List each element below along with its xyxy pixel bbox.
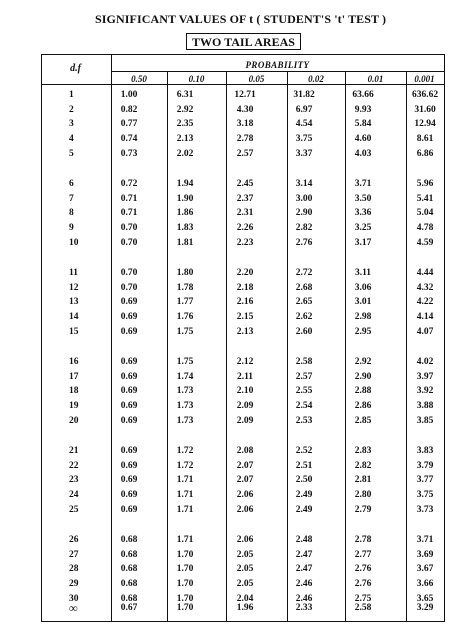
- probability-column-header: 0.05: [248, 74, 265, 84]
- probability-column-header: 0.02: [308, 74, 324, 84]
- t-value-cell: 1.71: [176, 490, 194, 501]
- t-value-cell: 0.69: [120, 357, 138, 367]
- t-value-cell: 0.69: [120, 312, 138, 323]
- df-cell: 29: [69, 579, 79, 590]
- df-cell: 19: [69, 401, 79, 412]
- t-value-cell: 1.71: [176, 475, 194, 486]
- t-value-cell: 1.70: [176, 549, 194, 560]
- t-value-cell: 1.73: [176, 401, 194, 412]
- t-value-cell: 2.11: [236, 371, 254, 382]
- t-value-cell: 2.75: [354, 593, 372, 604]
- t-value-cell: 0.70: [120, 237, 138, 248]
- t-value-cell: 6.86: [416, 148, 434, 159]
- t-value-cell: 1.75: [176, 357, 194, 367]
- t-value-cell: 2.06: [236, 490, 254, 501]
- t-value-cell: 2.90: [354, 371, 372, 382]
- t-value-cell: 2.23: [236, 237, 254, 248]
- t-value-cell: 2.92: [176, 104, 194, 115]
- t-value-cell: 2.57: [295, 371, 313, 382]
- t-value-cell: 8.61: [416, 134, 434, 145]
- t-value-cell: 2.16: [236, 297, 254, 308]
- t-value-cell: 4.32: [416, 282, 434, 293]
- t-value-cell: 5.41: [416, 193, 434, 204]
- t-value-cell: 0.68: [120, 549, 138, 560]
- table-row: [42, 399, 444, 413]
- t-value-cell: 2.58: [354, 603, 372, 613]
- t-value-cell: 3.17: [354, 237, 372, 248]
- df-column-header: d.f: [70, 63, 81, 74]
- t-value-cell: 2.45: [236, 179, 254, 189]
- t-value-cell: 3.92: [416, 386, 434, 397]
- t-value-cell: 3.73: [416, 504, 434, 515]
- t-value-cell: 2.77: [354, 549, 372, 560]
- t-value-cell: 3.29: [416, 603, 434, 613]
- t-distribution-table: [41, 54, 445, 622]
- t-value-cell: 2.53: [295, 415, 313, 426]
- t-value-cell: 4.14: [416, 312, 434, 323]
- table-row: [42, 310, 444, 324]
- table-row: [42, 601, 444, 615]
- t-value-cell: 2.55: [295, 386, 313, 397]
- t-value-cell: 2.85: [354, 415, 372, 426]
- t-value-cell: 1.74: [176, 371, 194, 382]
- t-value-cell: 1.70: [176, 564, 194, 575]
- t-value-cell: 2.82: [354, 460, 372, 471]
- t-value-cell: 3.01: [354, 297, 372, 308]
- t-value-cell: 3.25: [354, 223, 372, 234]
- df-cell: 26: [69, 535, 79, 545]
- t-value-cell: 2.79: [354, 504, 372, 515]
- t-value-cell: 0.67: [120, 603, 138, 613]
- t-value-cell: 2.07: [236, 460, 254, 471]
- table-row: [42, 488, 444, 502]
- t-value-cell: 4.54: [295, 119, 313, 130]
- t-value-cell: 2.52: [295, 446, 313, 456]
- t-value-cell: 1.90: [176, 193, 194, 204]
- table-row: [42, 177, 444, 191]
- df-cell: 6: [69, 179, 74, 189]
- table-subtitle: TWO TAIL AREAS: [186, 33, 301, 50]
- t-value-cell: 0.69: [120, 326, 138, 337]
- t-value-cell: 3.36: [354, 208, 372, 219]
- table-row: [42, 384, 444, 398]
- probability-header: PROBABILITY: [245, 60, 310, 70]
- table-row: [42, 473, 444, 487]
- t-value-cell: 3.71: [416, 535, 434, 545]
- table-row: [42, 88, 444, 102]
- t-value-cell: 2.04: [236, 593, 254, 604]
- t-value-cell: 3.79: [416, 460, 434, 471]
- t-value-cell: 0.70: [120, 268, 138, 278]
- table-row: [42, 117, 444, 131]
- df-cell: 23: [69, 475, 79, 486]
- t-value-cell: 3.67: [416, 564, 434, 575]
- t-value-cell: 1.81: [176, 237, 194, 248]
- t-value-cell: 4.60: [354, 134, 372, 145]
- t-value-cell: 1.86: [176, 208, 194, 219]
- t-value-cell: 3.97: [416, 371, 434, 382]
- table-row: [42, 577, 444, 591]
- t-value-cell: 0.73: [120, 148, 138, 159]
- t-value-cell: 1.70: [176, 593, 194, 604]
- t-value-cell: 1.80: [176, 268, 194, 278]
- probability-column-header: 0.10: [188, 74, 205, 84]
- df-cell: 27: [69, 549, 79, 560]
- t-value-cell: 2.95: [354, 326, 372, 337]
- t-value-cell: 2.88: [354, 386, 372, 397]
- t-value-cell: 4.78: [416, 223, 434, 234]
- t-value-cell: 2.51: [295, 460, 313, 471]
- t-value-cell: 0.69: [120, 371, 138, 382]
- df-cell: 4: [69, 134, 74, 145]
- header-divider: [111, 71, 444, 72]
- table-row: [42, 562, 444, 576]
- header-bottom-rule: [42, 84, 444, 85]
- t-value-cell: 0.71: [120, 208, 138, 219]
- table-row: [42, 444, 444, 458]
- t-value-cell: 9.93: [354, 104, 372, 115]
- df-cell: 17: [69, 371, 79, 382]
- t-value-cell: 1.78: [176, 282, 194, 293]
- t-value-cell: 2.76: [354, 564, 372, 575]
- t-value-cell: 12.71: [234, 90, 256, 100]
- t-value-cell: 6.97: [295, 104, 313, 115]
- t-value-cell: 1.00: [120, 90, 138, 100]
- t-value-cell: 6.31: [176, 90, 194, 100]
- df-cell: 11: [69, 268, 78, 278]
- t-value-cell: 2.06: [236, 535, 254, 545]
- t-value-cell: 4.03: [354, 148, 372, 159]
- t-value-cell: 2.83: [354, 446, 372, 456]
- df-cell: 22: [69, 460, 79, 471]
- t-value-cell: 3.75: [416, 490, 434, 501]
- t-value-cell: 0.71: [120, 193, 138, 204]
- table-row: [42, 459, 444, 473]
- t-value-cell: 0.70: [120, 223, 138, 234]
- t-value-cell: 0.74: [120, 134, 138, 145]
- table-row: [42, 266, 444, 280]
- t-value-cell: 2.60: [295, 326, 313, 337]
- t-value-cell: 2.49: [295, 504, 313, 515]
- t-value-cell: 2.48: [295, 535, 313, 545]
- probability-column-header: 0.01: [367, 74, 384, 84]
- df-cell: 20: [69, 415, 79, 426]
- t-value-cell: 636.62: [411, 90, 439, 100]
- t-value-cell: 2.02: [176, 148, 194, 159]
- t-value-cell: 2.18: [236, 282, 254, 293]
- t-value-cell: 2.31: [236, 208, 254, 219]
- t-value-cell: 3.75: [295, 134, 313, 145]
- t-value-cell: 0.69: [120, 386, 138, 397]
- t-value-cell: 1.76: [176, 312, 194, 323]
- t-value-cell: 0.82: [120, 104, 138, 115]
- t-value-cell: 2.09: [236, 401, 254, 412]
- df-cell: 13: [69, 297, 79, 308]
- df-cell: 1: [69, 90, 74, 100]
- df-cell: 8: [69, 208, 74, 219]
- df-cell: ∞: [69, 601, 78, 615]
- df-cell: 24: [69, 490, 79, 501]
- t-value-cell: 3.85: [416, 415, 434, 426]
- table-row: [42, 221, 444, 235]
- t-value-cell: 1.72: [176, 446, 194, 456]
- t-value-cell: 3.88: [416, 401, 434, 412]
- t-value-cell: 3.77: [416, 475, 434, 486]
- t-value-cell: 2.33: [295, 603, 313, 613]
- t-value-cell: 63.66: [352, 90, 374, 100]
- t-value-cell: 3.18: [236, 119, 254, 130]
- df-cell: 16: [69, 357, 79, 367]
- t-value-cell: 2.65: [295, 297, 313, 308]
- t-value-cell: 2.08: [236, 446, 254, 456]
- t-value-cell: 3.06: [354, 282, 372, 293]
- t-value-cell: 3.50: [354, 193, 372, 204]
- t-value-cell: 2.50: [295, 475, 313, 486]
- t-value-cell: 2.05: [236, 579, 254, 590]
- t-value-cell: 31.82: [293, 90, 315, 100]
- df-cell: 21: [69, 446, 79, 456]
- table-row: [42, 533, 444, 547]
- t-value-cell: 1.70: [176, 579, 194, 590]
- t-value-cell: 2.98: [354, 312, 372, 323]
- table-row: [42, 370, 444, 384]
- t-value-cell: 2.06: [236, 504, 254, 515]
- t-value-cell: 4.22: [416, 297, 434, 308]
- t-value-cell: 1.83: [176, 223, 194, 234]
- df-cell: 18: [69, 386, 79, 397]
- t-value-cell: 0.69: [120, 446, 138, 456]
- t-value-cell: 2.47: [295, 549, 313, 560]
- t-value-cell: 3.65: [416, 593, 434, 604]
- t-value-cell: 2.72: [295, 268, 313, 278]
- t-value-cell: 2.86: [354, 401, 372, 412]
- table-row: [42, 281, 444, 295]
- t-value-cell: 2.26: [236, 223, 254, 234]
- df-cell: 12: [69, 282, 79, 293]
- t-value-cell: 4.30: [236, 104, 254, 115]
- t-value-cell: 0.69: [120, 475, 138, 486]
- t-value-cell: 0.69: [120, 490, 138, 501]
- t-value-cell: 2.05: [236, 549, 254, 560]
- t-value-cell: 2.76: [354, 579, 372, 590]
- t-value-cell: 1.94: [176, 179, 194, 189]
- t-value-cell: 0.68: [120, 579, 138, 590]
- t-value-cell: 0.68: [120, 564, 138, 575]
- t-value-cell: 3.71: [354, 179, 372, 189]
- t-value-cell: 2.15: [236, 312, 254, 323]
- t-value-cell: 2.07: [236, 475, 254, 486]
- t-value-cell: 2.57: [236, 148, 254, 159]
- t-value-cell: 1.73: [176, 386, 194, 397]
- t-value-cell: 1.75: [176, 326, 194, 337]
- df-cell: 3: [69, 119, 74, 130]
- t-value-cell: 2.58: [295, 357, 313, 367]
- t-value-cell: 2.78: [354, 535, 372, 545]
- t-value-cell: 0.69: [120, 415, 138, 426]
- t-value-cell: 0.68: [120, 593, 138, 604]
- t-value-cell: 5.96: [416, 179, 434, 189]
- df-cell: 7: [69, 193, 74, 204]
- t-value-cell: 2.76: [295, 237, 313, 248]
- t-value-cell: 4.02: [416, 357, 434, 367]
- t-value-cell: 0.72: [120, 179, 138, 189]
- t-value-cell: 3.00: [295, 193, 313, 204]
- t-value-cell: 2.81: [354, 475, 372, 486]
- t-value-cell: 2.09: [236, 415, 254, 426]
- t-value-cell: 3.69: [416, 549, 434, 560]
- t-value-cell: 2.10: [236, 386, 254, 397]
- table-row: [42, 147, 444, 161]
- t-value-cell: 2.46: [295, 593, 313, 604]
- t-value-cell: 2.13: [176, 134, 194, 145]
- t-value-cell: 0.68: [120, 535, 138, 545]
- t-value-cell: 12.94: [414, 119, 436, 130]
- t-value-cell: 2.78: [236, 134, 254, 145]
- t-value-cell: 2.05: [236, 564, 254, 575]
- t-value-cell: 2.37: [236, 193, 254, 204]
- table-row: [42, 503, 444, 517]
- df-cell: 9: [69, 223, 74, 234]
- df-cell: 2: [69, 104, 74, 115]
- t-value-cell: 1.71: [176, 535, 194, 545]
- t-value-cell: 2.49: [295, 490, 313, 501]
- df-cell: 28: [69, 564, 79, 575]
- t-value-cell: 4.44: [416, 268, 434, 278]
- t-value-cell: 2.92: [354, 357, 372, 367]
- t-value-cell: 0.69: [120, 401, 138, 412]
- table-row: [42, 103, 444, 117]
- df-cell: 25: [69, 504, 79, 515]
- t-value-cell: 0.77: [120, 119, 138, 130]
- t-value-cell: 31.60: [414, 104, 436, 115]
- t-value-cell: 2.80: [354, 490, 372, 501]
- table-row: [42, 192, 444, 206]
- probability-column-header: 0.50: [131, 74, 147, 84]
- t-value-cell: 4.07: [416, 326, 434, 337]
- table-row: [42, 414, 444, 428]
- t-value-cell: 1.71: [176, 504, 194, 515]
- t-value-cell: 1.72: [176, 460, 194, 471]
- table-row: [42, 295, 444, 309]
- t-value-cell: 2.54: [295, 401, 313, 412]
- table-row: [42, 206, 444, 220]
- table-row: [42, 132, 444, 146]
- t-value-cell: 3.11: [354, 268, 372, 278]
- t-value-cell: 2.46: [295, 579, 313, 590]
- df-cell: 5: [69, 148, 74, 159]
- t-value-cell: 2.20: [236, 268, 254, 278]
- t-value-cell: 2.68: [295, 282, 313, 293]
- t-value-cell: 3.66: [416, 579, 434, 590]
- t-value-cell: 3.14: [295, 179, 313, 189]
- df-cell: 10: [69, 237, 79, 248]
- t-value-cell: 2.82: [295, 223, 313, 234]
- t-value-cell: 2.13: [236, 326, 254, 337]
- t-value-cell: 4.59: [416, 237, 434, 248]
- t-value-cell: 2.90: [295, 208, 313, 219]
- df-cell: 30: [69, 593, 79, 604]
- t-value-cell: 0.69: [120, 460, 138, 471]
- t-value-cell: 3.83: [416, 446, 434, 456]
- t-value-cell: 5.04: [416, 208, 434, 219]
- t-value-cell: 2.35: [176, 119, 194, 130]
- table-row: [42, 236, 444, 250]
- t-value-cell: 0.69: [120, 297, 138, 308]
- probability-column-header: 0.001: [414, 74, 435, 84]
- t-value-cell: 0.69: [120, 504, 138, 515]
- t-value-cell: 3.37: [295, 148, 313, 159]
- t-value-cell: 2.12: [236, 357, 254, 367]
- t-value-cell: 5.84: [354, 119, 372, 130]
- t-value-cell: 2.47: [295, 564, 313, 575]
- t-value-cell: 0.70: [120, 282, 138, 293]
- t-value-cell: 1.96: [236, 603, 254, 613]
- df-cell: 14: [69, 312, 79, 323]
- table-row: [42, 548, 444, 562]
- page-title: SIGNIFICANT VALUES OF t ( STUDENT'S 't' TEST ): [95, 12, 387, 26]
- t-value-cell: 2.62: [295, 312, 313, 323]
- table-row: [42, 325, 444, 339]
- table-row: [42, 355, 444, 369]
- t-value-cell: 1.73: [176, 415, 194, 426]
- t-value-cell: 1.70: [176, 603, 194, 613]
- t-value-cell: 1.77: [176, 297, 194, 308]
- df-cell: 15: [69, 326, 79, 337]
